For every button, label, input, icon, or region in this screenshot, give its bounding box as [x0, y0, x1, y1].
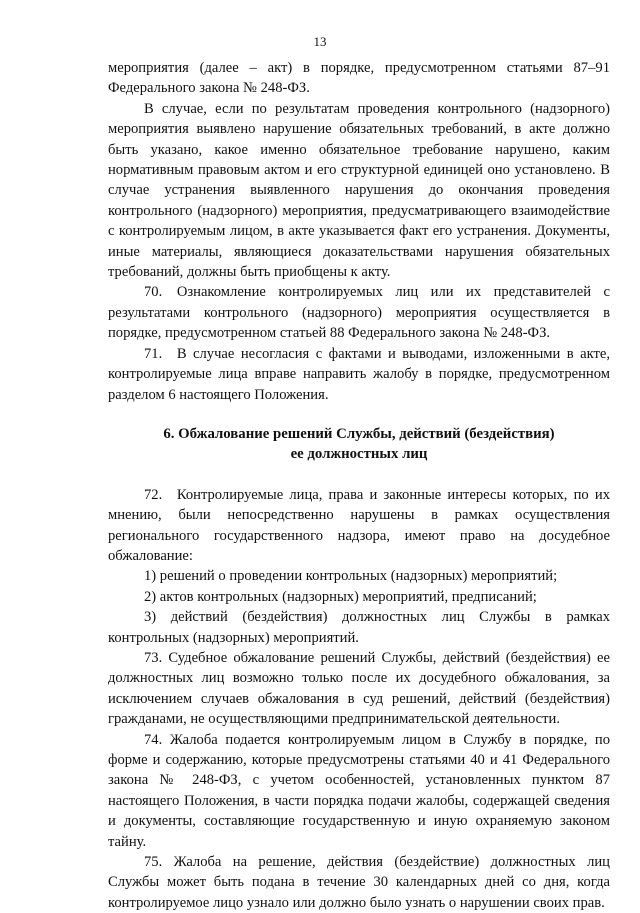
paragraph-item-71: 71. В случае несогласия с фактами и выводами, изложенными в акте, контролируемые лица вправе направить жалобу в порядке, предусмотренном разделом 6 настоящего Положения.: [108, 345, 610, 403]
section-heading: [108, 424, 610, 465]
paragraph-item-72: 72. Контролируемые лица, права и законные интересы которых, по их мнению, были непосредственно нарушены в рамках осуществления регионального государственного надзора, имеют право на досудебное обжалование:: [108, 486, 610, 564]
paragraph-item-75: 75. Жалоба на решение, действия (бездействие) должностных лиц Службы может быть подана в течение 30 календарных дней со дня, когда контролируемое лицо узнало или должно было узнать о нарушении своих прав.: [108, 854, 610, 911]
paragraph-continuation: мероприятия (далее – акт) в порядке, предусмотренном статьями 87–91 Федерального закона № 248-ФЗ.: [108, 60, 610, 97]
page-number: 13: [313, 34, 327, 49]
section-heading-line-1: 6. Обжалование решений Службы, действий (бездействия): [163, 425, 555, 442]
list-item-3: 3) действий (бездействия) должностных лиц Службы в рамках контрольных (надзорных) мероприятий.: [108, 609, 610, 646]
list-item-2: 2) актов контрольных (надзорных) мероприятий, предписаний;: [144, 588, 537, 605]
section-heading-line-2: ее должностных лиц: [290, 446, 428, 463]
paragraph-item-70: 70. Ознакомление контролируемых лиц или их представителей с результатами контрольного (надзорного) мероприятия осуществляется в порядке, предусмотренном статьей 88 Федерального закона № 248-ФЗ.: [108, 284, 610, 342]
page-body: [108, 58, 610, 913]
paragraph-item-74: 74. Жалоба подается контролируемым лицом в Службу в порядке, по форме и содержанию, которые предусмотрены статьями 40 и 41 Федерального закона № 248-ФЗ, с учетом особенностей, установленных пунктом 87 настоящего Положения, в части порядка подачи жалобы, содержащей сведения и документы, составляющие государственную и иную охраняемую законом тайну.: [108, 731, 610, 850]
paragraph-violation-statement: В случае, если по результатам проведения контрольного (надзорного) мероприятия выявлено нарушение обязательных требований, в акте должно быть указано, какое именно обязательное требование нарушено, каким нормативным правовым актом и его структурной единицей оно установлено. В случае устранения выявленного нарушения до окончания проведения контрольного (надзорного) мероприятия, предусматривающего взаимодействие с контролируемым лицом, в акте указывается факт его устранения. Документы, иные материалы, являющиеся доказательствами нарушения обязательных требований, должны быть приобщены к акту.: [108, 100, 610, 281]
paragraph-item-73: 73. Судебное обжалование решений Службы, действий (бездействия) ее должностных лиц возможно только после их досудебного обжалования, за исключением случаев обжалования в суд решений, действий (бездействия) гражданами, не осуществляющими предпринимательской деятельности.: [108, 649, 610, 728]
list-item-1: 1) решений о проведении контрольных (надзорных) мероприятий;: [144, 568, 558, 585]
